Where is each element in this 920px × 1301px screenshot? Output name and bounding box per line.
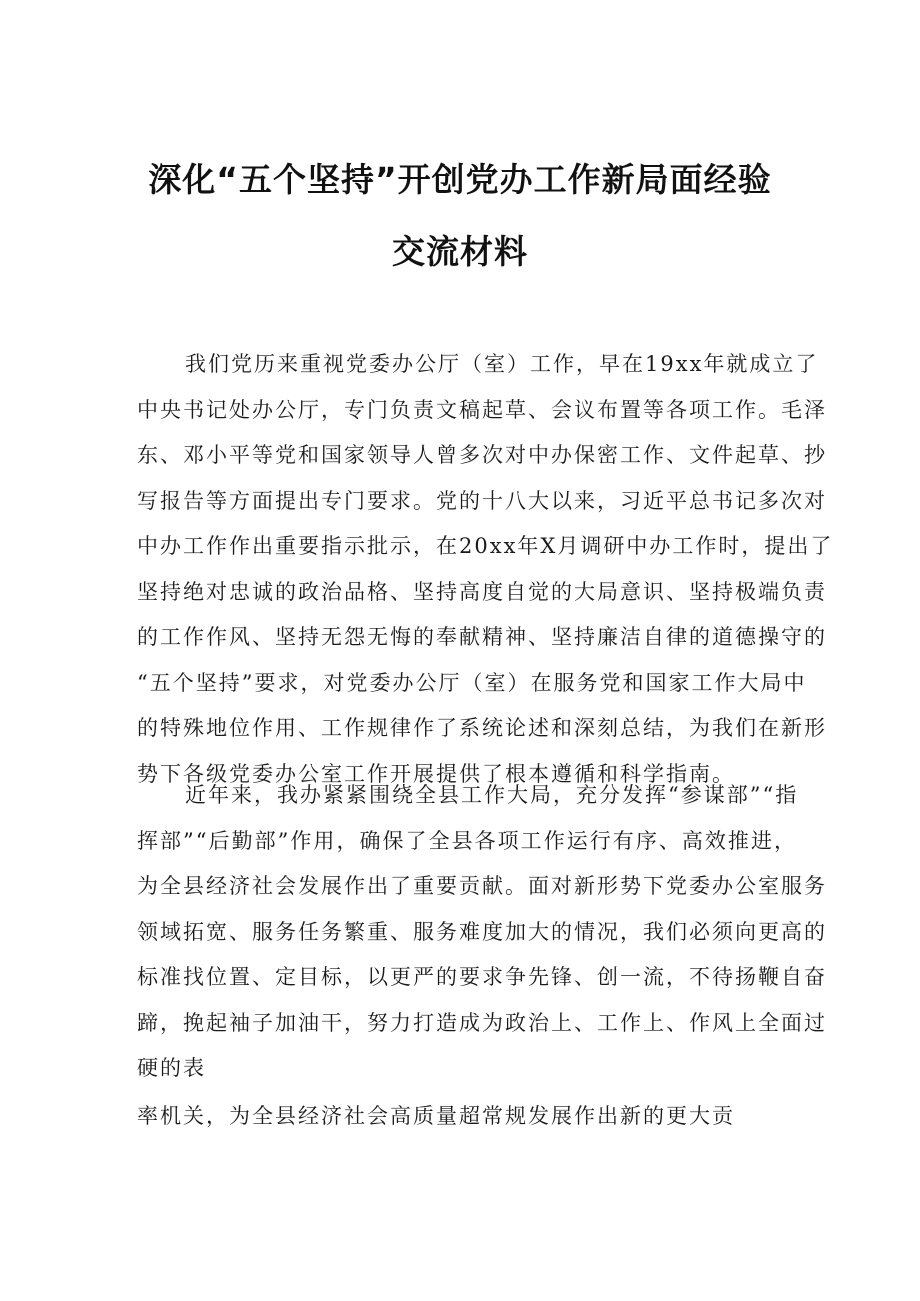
- paragraph-2: [137, 773, 827, 1092]
- paragraph-line: 势下各级党委办公室工作开展提供了根本遵循和科学指南。: [137, 761, 735, 786]
- paragraph-line: 东、邓小平等党和国家领导人曾多次对中办保密工作、文件起草、抄: [137, 443, 827, 467]
- paragraph-1: [137, 342, 834, 797]
- paragraph-line: 中办工作作出重要指示批示，在20xx年X月调研中办工作时，提出了: [137, 534, 834, 558]
- paragraph-line: 挥部”“后勤部”作用，确保了全县各项工作运行有序、高效推进，: [137, 828, 797, 853]
- paragraph-line: 硬的表: [137, 1056, 206, 1080]
- paragraph-line: 蹄，挽起袖子加油干，努力打造成为政治上、工作上、作风上全面过: [137, 1010, 827, 1035]
- paragraph-line: “五个坚持”要求，对党委办公厅（室）在服务党和国家工作大局中: [137, 670, 807, 695]
- document-title-line-1: 深化“五个坚持”开创党办工作新局面经验: [148, 160, 772, 199]
- paragraph-line: 为全县经济社会发展作出了重要贡献。面对新形势下党委办公室服务: [137, 874, 827, 898]
- paragraph-line: 坚持绝对忠诚的政治品格、坚持高度自觉的大局意识、坚持极端负责: [137, 579, 827, 604]
- paragraph-line: 的特殊地位作用、工作规律作了系统论述和深刻总结，为我们在新形: [137, 716, 827, 740]
- paragraph-line: 中央书记处办公厅，专门负责文稿起草、会议布置等各项工作。毛泽: [137, 397, 827, 422]
- paragraph-line: 我们党历来重视党委办公厅（室）工作，早在19xx年就成立了: [185, 352, 819, 376]
- document-title-line-2: 交流材料: [392, 232, 528, 271]
- paragraph-line: 的工作作风、坚持无怨无悔的奉献精神、坚持廉洁自律的道德操守的: [137, 625, 827, 649]
- paragraph-line: 标准找位置、定目标，以更严的要求争先锋、创一流，不待扬鞭自奋: [137, 965, 827, 989]
- paragraph-line: 近年来，我办紧紧围绕全县工作大局，充分发挥“参谋部”“指: [185, 783, 799, 807]
- paragraph-line: 写报告等方面提出专门要求。党的十八大以来，习近平总书记多次对: [137, 488, 827, 513]
- paragraph-line: 率机关，为全县经济社会高质量超常规发展作出新的更大贡: [137, 1104, 735, 1128]
- paragraph-line: 领域拓宽、服务任务繁重、服务难度加大的情况，我们必须向更高的: [137, 919, 827, 944]
- paragraph-3: [137, 1094, 797, 1140]
